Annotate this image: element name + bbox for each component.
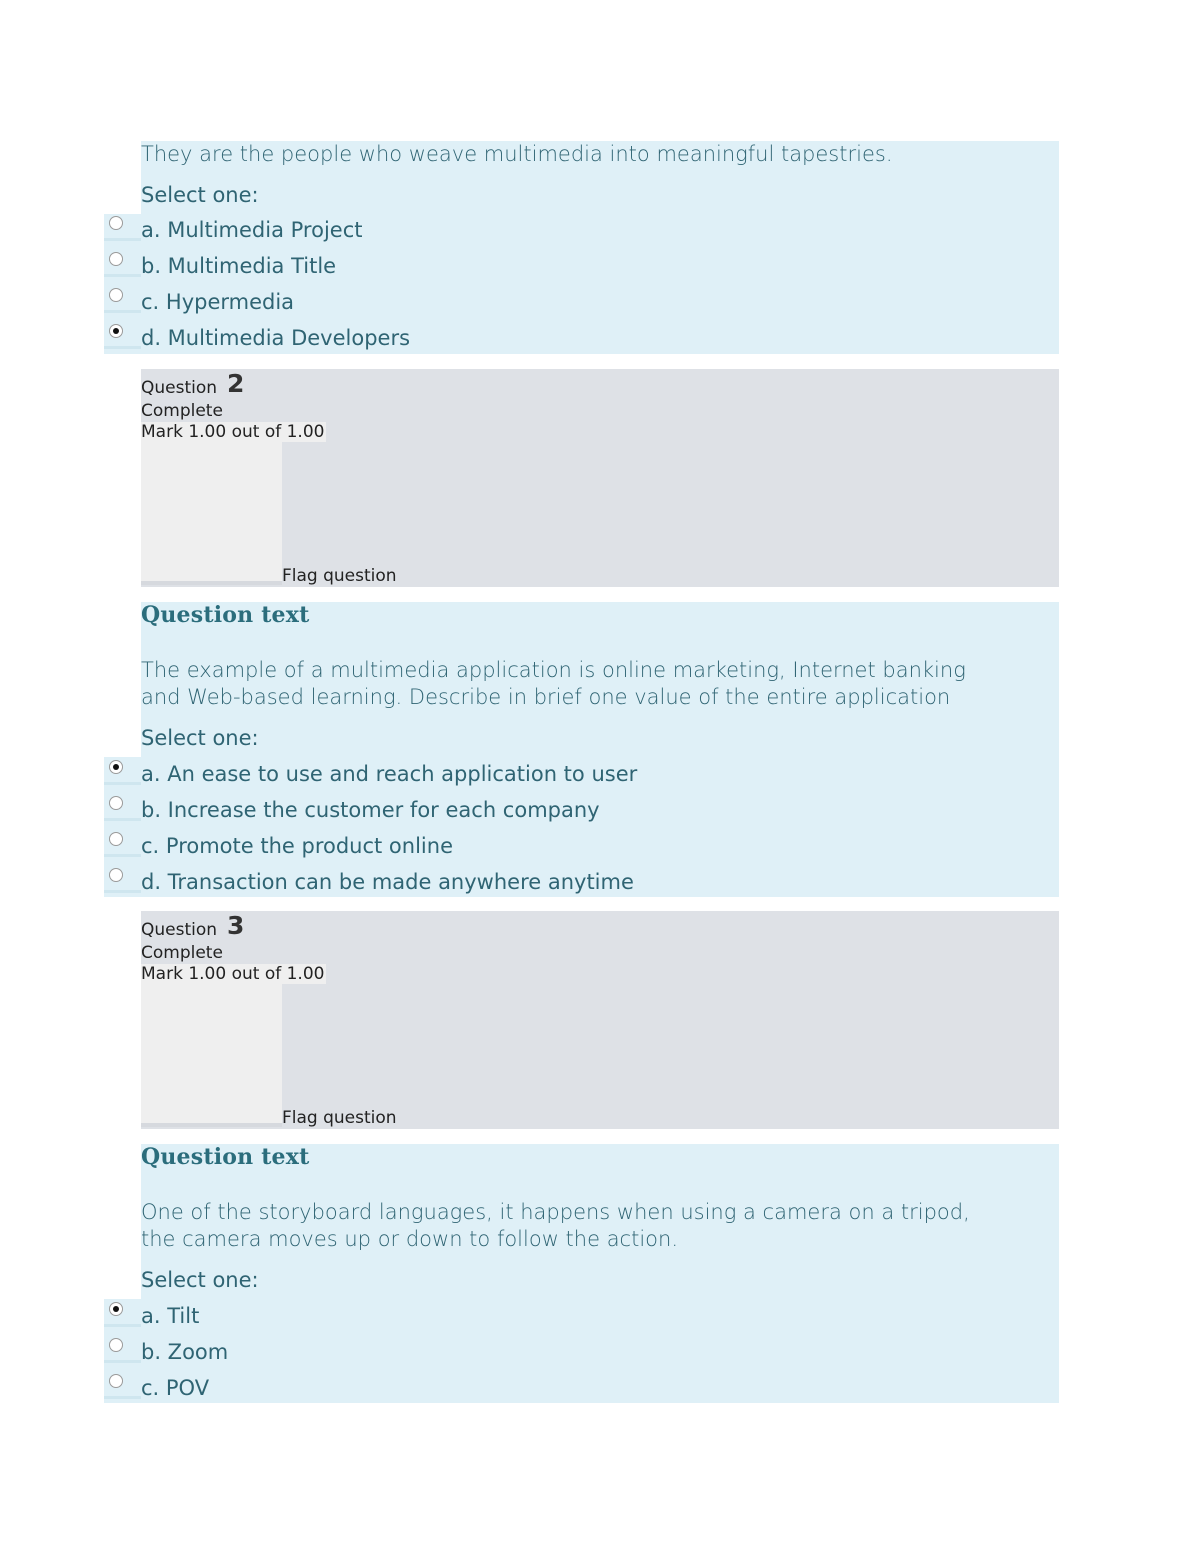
question-3-info [141, 911, 1059, 1129]
option-underline [104, 1396, 141, 1399]
option-underline [104, 346, 141, 349]
answer-option[interactable] [104, 868, 1059, 904]
question-1-select-label: Select one: [141, 183, 259, 207]
answer-option[interactable] [104, 1338, 1059, 1374]
question-3-content [141, 1144, 1059, 1403]
question-number-label: Question [141, 920, 218, 940]
question-2-text-line-2: and Web-based learning. Describe in brief one value of the entire application [141, 685, 951, 709]
question-2-info [141, 369, 1059, 587]
question-number: 3 [227, 911, 245, 940]
answer-option[interactable] [104, 832, 1059, 868]
info-left-column [141, 433, 282, 583]
answer-option[interactable] [104, 288, 1059, 324]
answer-option-label[interactable]: b. Multimedia Title [141, 254, 337, 278]
radio-button-selected[interactable] [109, 760, 123, 774]
option-underline [104, 1324, 141, 1327]
radio-button-selected[interactable] [109, 1302, 123, 1316]
option-underline [104, 890, 141, 893]
info-left-column-border [141, 1123, 282, 1127]
answer-option-label[interactable]: d. Transaction can be made anywhere anytime [141, 870, 634, 894]
question-2-text-line-1: The example of a multimedia application is online marketing, Internet banking [141, 658, 966, 682]
answer-option[interactable] [104, 1302, 1059, 1338]
option-underline [104, 782, 141, 785]
radio-button[interactable] [109, 1374, 123, 1388]
radio-button[interactable] [109, 796, 123, 810]
answer-option-label[interactable]: a. Tilt [141, 1304, 200, 1328]
option-underline [104, 310, 141, 313]
answer-option-label[interactable]: c. POV [141, 1376, 210, 1400]
flag-question-link[interactable]: Flag question [282, 566, 397, 586]
question-2-select-label: Select one: [141, 726, 259, 750]
answer-option-label[interactable]: c. Hypermedia [141, 290, 295, 314]
question-1-content [141, 141, 1059, 354]
question-text-heading: Question text [141, 602, 310, 628]
question-state: Complete [141, 401, 223, 421]
question-3-text-line-1: One of the storyboard languages, it happens when using a camera on a tripod, [141, 1200, 970, 1224]
question-number: 2 [227, 369, 245, 398]
flag-question-link[interactable]: Flag question [282, 1108, 397, 1128]
option-underline [104, 274, 141, 277]
question-3-text-line-2: the camera moves up or down to follow the action. [141, 1227, 679, 1251]
answer-option-label[interactable]: c. Promote the product online [141, 834, 453, 858]
radio-button-selected[interactable] [109, 324, 123, 338]
question-state: Complete [141, 943, 223, 963]
info-left-column-border [141, 581, 282, 585]
radio-button[interactable] [109, 216, 123, 230]
answer-option-label[interactable]: b. Zoom [141, 1340, 229, 1364]
question-grade: Mark 1.00 out of 1.00 [141, 964, 325, 984]
question-1-text: They are the people who weave multimedia into meaningful tapestries. [141, 142, 893, 166]
answer-option[interactable] [104, 216, 1059, 252]
answer-option-label[interactable]: a. Multimedia Project [141, 218, 363, 242]
question-number-label: Question [141, 378, 218, 398]
question-text-heading: Question text [141, 1144, 310, 1170]
radio-button[interactable] [109, 252, 123, 266]
radio-button[interactable] [109, 832, 123, 846]
answer-option[interactable] [104, 796, 1059, 832]
answer-option-label[interactable]: d. Multimedia Developers [141, 326, 411, 350]
radio-button[interactable] [109, 288, 123, 302]
question-3-select-label: Select one: [141, 1268, 259, 1292]
radio-button[interactable] [109, 1338, 123, 1352]
option-underline [104, 818, 141, 821]
answer-option-label[interactable]: b. Increase the customer for each company [141, 798, 600, 822]
option-underline [104, 238, 141, 241]
option-underline [104, 854, 141, 857]
question-2-content [141, 602, 1059, 897]
radio-button[interactable] [109, 868, 123, 882]
answer-option-label[interactable]: a. An ease to use and reach application to user [141, 762, 638, 786]
info-left-column [141, 975, 282, 1125]
answer-option[interactable] [104, 1374, 1059, 1410]
answer-option[interactable] [104, 760, 1059, 796]
answer-option[interactable] [104, 324, 1059, 360]
question-grade: Mark 1.00 out of 1.00 [141, 422, 325, 442]
answer-option[interactable] [104, 252, 1059, 288]
option-underline [104, 1360, 141, 1363]
